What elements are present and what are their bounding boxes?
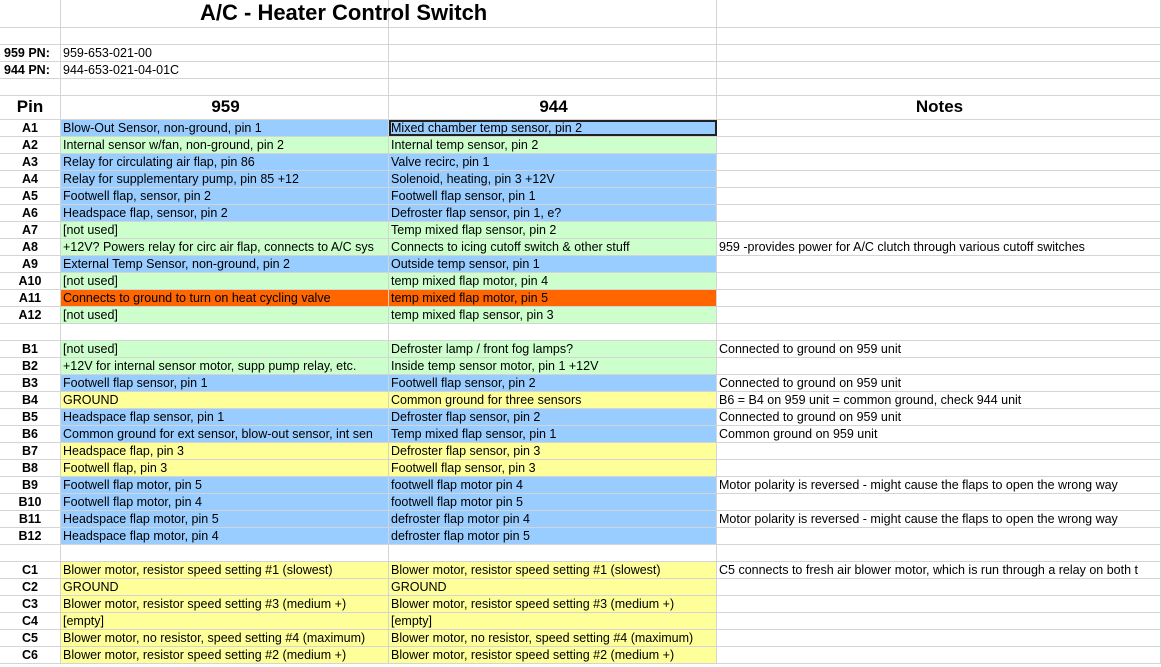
cell-944[interactable]: footwell flap motor pin 5: [389, 494, 717, 510]
cell[interactable]: [717, 79, 1161, 95]
table-row: [0, 494, 1161, 511]
cell-959[interactable]: [not used]: [61, 307, 389, 323]
cell[interactable]: [0, 324, 61, 340]
cell-944[interactable]: defroster flap motor pin 4: [389, 511, 717, 527]
cell[interactable]: [717, 545, 1161, 561]
pin-cell[interactable]: C4: [0, 613, 61, 629]
notes-cell[interactable]: Connected to ground on 959 unit: [717, 409, 1161, 425]
header-row: [0, 96, 1161, 120]
cell-959[interactable]: External Temp Sensor, non-ground, pin 2: [61, 256, 389, 272]
cell-959[interactable]: Relay for circulating air flap, pin 86: [61, 154, 389, 170]
pin-cell[interactable]: A2: [0, 137, 61, 153]
table-row: [0, 647, 1161, 664]
cell[interactable]: [717, 28, 1161, 44]
notes-cell[interactable]: [717, 290, 1161, 306]
notes-cell[interactable]: [717, 630, 1161, 646]
pin-cell[interactable]: B5: [0, 409, 61, 425]
cell-959[interactable]: GROUND: [61, 392, 389, 408]
cell[interactable]: [717, 324, 1161, 340]
cell[interactable]: [717, 0, 1161, 27]
cell-944[interactable]: Inside temp sensor motor, pin 1 +12V: [389, 358, 717, 374]
cell-944[interactable]: Common ground for three sensors: [389, 392, 717, 408]
cell-944[interactable]: Blower motor, resistor speed setting #3 (medium +): [389, 596, 717, 612]
cell-959[interactable]: [empty]: [61, 613, 389, 629]
cell-944[interactable]: footwell flap motor pin 4: [389, 477, 717, 493]
cell-944[interactable]: Defroster flap sensor, pin 1, e?: [389, 205, 717, 221]
pin-cell[interactable]: A9: [0, 256, 61, 272]
pn-959-label[interactable]: 959 PN:: [0, 45, 61, 61]
cell-959[interactable]: Connects to ground to turn on heat cycling valve: [61, 290, 389, 306]
pin-cell[interactable]: A3: [0, 154, 61, 170]
cell[interactable]: [0, 545, 61, 561]
pn-944-value[interactable]: 944-653-021-04-01C: [61, 62, 389, 78]
cell-959[interactable]: Footwell flap motor, pin 4: [61, 494, 389, 510]
notes-cell[interactable]: [717, 579, 1161, 595]
cell-959[interactable]: Relay for supplementary pump, pin 85 +12: [61, 171, 389, 187]
cell[interactable]: [61, 79, 389, 95]
cell[interactable]: [389, 28, 717, 44]
cell-959[interactable]: Headspace flap, pin 3: [61, 443, 389, 459]
notes-cell[interactable]: [717, 154, 1161, 170]
pin-cell[interactable]: A5: [0, 188, 61, 204]
table-row: [0, 137, 1161, 154]
pin-cell[interactable]: B6: [0, 426, 61, 442]
cell-944[interactable]: Temp mixed flap sensor, pin 1: [389, 426, 717, 442]
notes-cell[interactable]: Motor polarity is reversed - might cause the flaps to open the wrong way: [717, 511, 1161, 527]
table-row: [0, 154, 1161, 171]
cell-959[interactable]: +12V for internal sensor motor, supp pump relay, etc.: [61, 358, 389, 374]
cell[interactable]: [389, 79, 717, 95]
cell-959[interactable]: Blow-Out Sensor, non-ground, pin 1: [61, 120, 389, 136]
cell-959[interactable]: Blower motor, resistor speed setting #2 (medium +): [61, 647, 389, 663]
pin-cell[interactable]: A12: [0, 307, 61, 323]
cell-959[interactable]: Footwell flap motor, pin 5: [61, 477, 389, 493]
notes-cell[interactable]: [717, 613, 1161, 629]
notes-cell[interactable]: B6 = B4 on 959 unit = common ground, check 944 unit: [717, 392, 1161, 408]
pn-944-label[interactable]: 944 PN:: [0, 62, 61, 78]
cell-944[interactable]: Footwell flap sensor, pin 1: [389, 188, 717, 204]
notes-cell[interactable]: [717, 494, 1161, 510]
pin-cell[interactable]: A11: [0, 290, 61, 306]
cell-959[interactable]: Headspace flap, sensor, pin 2: [61, 205, 389, 221]
pin-cell[interactable]: C5: [0, 630, 61, 646]
pin-cell[interactable]: A4: [0, 171, 61, 187]
cell-944[interactable]: Defroster flap sensor, pin 2: [389, 409, 717, 425]
notes-cell[interactable]: [717, 528, 1161, 544]
pn-959-value[interactable]: 959-653-021-00: [61, 45, 389, 61]
table-row: [0, 341, 1161, 358]
cell[interactable]: [717, 62, 1161, 78]
table-row: [0, 392, 1161, 409]
notes-cell[interactable]: Motor polarity is reversed - might cause the flaps to open the wrong way: [717, 477, 1161, 493]
cell-959[interactable]: [not used]: [61, 273, 389, 289]
pin-cell[interactable]: A8: [0, 239, 61, 255]
cell-944[interactable]: temp mixed flap motor, pin 4: [389, 273, 717, 289]
notes-cell[interactable]: [717, 358, 1161, 374]
table-row: [0, 222, 1161, 239]
header-944[interactable]: 944: [389, 96, 717, 119]
pin-cell[interactable]: B9: [0, 477, 61, 493]
cell-944[interactable]: Blower motor, resistor speed setting #1 (slowest): [389, 562, 717, 578]
table-row: [0, 528, 1161, 545]
table-row: [0, 188, 1161, 205]
table-row: [0, 630, 1161, 647]
pin-cell[interactable]: A7: [0, 222, 61, 238]
notes-cell[interactable]: [717, 460, 1161, 476]
cell-944[interactable]: temp mixed flap motor, pin 5: [389, 290, 717, 306]
notes-cell[interactable]: [717, 171, 1161, 187]
cell-944[interactable]: Footwell flap sensor, pin 2: [389, 375, 717, 391]
cell-944[interactable]: Footwell flap sensor, pin 3: [389, 460, 717, 476]
cell-944[interactable]: GROUND: [389, 579, 717, 595]
pin-cell[interactable]: C6: [0, 647, 61, 663]
table-row: [0, 460, 1161, 477]
notes-cell[interactable]: [717, 596, 1161, 612]
cell-944[interactable]: Blower motor, no resistor, speed setting #4 (maximum): [389, 630, 717, 646]
cell-959[interactable]: Headspace flap sensor, pin 1: [61, 409, 389, 425]
pn-row-959: [0, 45, 1161, 62]
empty-row: [0, 324, 1161, 341]
table-row: [0, 562, 1161, 579]
cell-944[interactable]: Defroster lamp / front fog lamps?: [389, 341, 717, 357]
pin-cell[interactable]: C1: [0, 562, 61, 578]
cell[interactable]: [61, 324, 389, 340]
notes-cell[interactable]: [717, 443, 1161, 459]
empty-row: [0, 28, 1161, 45]
notes-cell[interactable]: [717, 647, 1161, 663]
pin-cell[interactable]: A6: [0, 205, 61, 221]
cell[interactable]: [0, 28, 61, 44]
cell[interactable]: [717, 45, 1161, 61]
sheet-title: A/C - Heater Control Switch: [200, 0, 488, 25]
pin-cell[interactable]: B12: [0, 528, 61, 544]
pin-cell[interactable]: A1: [0, 120, 61, 136]
cell[interactable]: [389, 45, 717, 61]
table-row: [0, 375, 1161, 392]
cell[interactable]: [389, 545, 717, 561]
cell-959[interactable]: Headspace flap motor, pin 5: [61, 511, 389, 527]
notes-cell[interactable]: [717, 273, 1161, 289]
header-notes[interactable]: Notes: [717, 96, 1161, 119]
table-row: [0, 171, 1161, 188]
cell-959[interactable]: Blower motor, resistor speed setting #3 (medium +): [61, 596, 389, 612]
notes-cell[interactable]: Connected to ground on 959 unit: [717, 341, 1161, 357]
cell-944[interactable]: temp mixed flap sensor, pin 3: [389, 307, 717, 323]
cell-959[interactable]: Blower motor, no resistor, speed setting #4 (maximum): [61, 630, 389, 646]
pin-cell[interactable]: B1: [0, 341, 61, 357]
table-row: [0, 205, 1161, 222]
pin-cell[interactable]: B7: [0, 443, 61, 459]
cell[interactable]: [61, 545, 389, 561]
notes-cell[interactable]: Common ground on 959 unit: [717, 426, 1161, 442]
cell-959[interactable]: +12V? Powers relay for circ air flap, connects to A/C sys: [61, 239, 389, 255]
cell-944[interactable]: Blower motor, resistor speed setting #2 (medium +): [389, 647, 717, 663]
cell-944[interactable]: Outside temp sensor, pin 1: [389, 256, 717, 272]
pin-cell[interactable]: B11: [0, 511, 61, 527]
pin-cell[interactable]: A10: [0, 273, 61, 289]
cell-944[interactable]: [empty]: [389, 613, 717, 629]
notes-cell[interactable]: Connected to ground on 959 unit: [717, 375, 1161, 391]
cell-944[interactable]: Defroster flap sensor, pin 3: [389, 443, 717, 459]
table-row: [0, 120, 1161, 137]
pin-cell[interactable]: B2: [0, 358, 61, 374]
table-row: [0, 443, 1161, 460]
cell[interactable]: [389, 62, 717, 78]
cell-959[interactable]: Footwell flap, sensor, pin 2: [61, 188, 389, 204]
cell-944[interactable]: Internal temp sensor, pin 2: [389, 137, 717, 153]
pin-cell[interactable]: B8: [0, 460, 61, 476]
table-row: [0, 613, 1161, 630]
table-row: [0, 307, 1161, 324]
cell-959[interactable]: Internal sensor w/fan, non-ground, pin 2: [61, 137, 389, 153]
table-row: [0, 239, 1161, 256]
pin-cell[interactable]: C3: [0, 596, 61, 612]
notes-cell[interactable]: [717, 188, 1161, 204]
cell-959[interactable]: Footwell flap, pin 3: [61, 460, 389, 476]
cell-944[interactable]: Valve recirc, pin 1: [389, 154, 717, 170]
notes-cell[interactable]: [717, 205, 1161, 221]
notes-cell[interactable]: C5 connects to fresh air blower motor, which is run through a relay on both t: [717, 562, 1161, 578]
cell-944[interactable]: defroster flap motor pin 5: [389, 528, 717, 544]
cell[interactable]: [61, 28, 389, 44]
cell-959[interactable]: Common ground for ext sensor, blow-out sensor, int sen: [61, 426, 389, 442]
cell-959[interactable]: Footwell flap sensor, pin 1: [61, 375, 389, 391]
cell-944[interactable]: Temp mixed flap sensor, pin 2: [389, 222, 717, 238]
cell-944[interactable]: Connects to icing cutoff switch & other stuff: [389, 239, 717, 255]
cell[interactable]: [0, 79, 61, 95]
notes-cell[interactable]: [717, 256, 1161, 272]
table-row: [0, 579, 1161, 596]
table-row: [0, 477, 1161, 494]
notes-cell[interactable]: 959 -provides power for A/C clutch through various cutoff switches: [717, 239, 1161, 255]
pin-cell[interactable]: B3: [0, 375, 61, 391]
cell-944[interactable]: Mixed chamber temp sensor, pin 2: [389, 120, 717, 136]
table-row: [0, 256, 1161, 273]
table-row: [0, 290, 1161, 307]
table-row: [0, 596, 1161, 613]
empty-row: [0, 79, 1161, 96]
notes-cell[interactable]: [717, 137, 1161, 153]
header-pin[interactable]: Pin: [0, 96, 61, 119]
table-row: [0, 426, 1161, 443]
title-row: [0, 0, 1161, 28]
cell-944[interactable]: Solenoid, heating, pin 3 +12V: [389, 171, 717, 187]
table-row: [0, 511, 1161, 528]
header-959[interactable]: 959: [61, 96, 389, 119]
cell-959[interactable]: [not used]: [61, 341, 389, 357]
empty-row: [0, 545, 1161, 562]
cell[interactable]: [389, 324, 717, 340]
pn-row-944: [0, 62, 1161, 79]
pin-cell[interactable]: C2: [0, 579, 61, 595]
cell-959[interactable]: [not used]: [61, 222, 389, 238]
table-row: [0, 409, 1161, 426]
table-row: [0, 273, 1161, 290]
table-row: [0, 358, 1161, 375]
pin-cell[interactable]: B10: [0, 494, 61, 510]
pin-cell[interactable]: B4: [0, 392, 61, 408]
cell[interactable]: [0, 0, 61, 27]
cell-959[interactable]: Headspace flap motor, pin 4: [61, 528, 389, 544]
notes-cell[interactable]: [717, 120, 1161, 136]
notes-cell[interactable]: [717, 307, 1161, 323]
cell-959[interactable]: GROUND: [61, 579, 389, 595]
cell-959[interactable]: Blower motor, resistor speed setting #1 (slowest): [61, 562, 389, 578]
notes-cell[interactable]: [717, 222, 1161, 238]
